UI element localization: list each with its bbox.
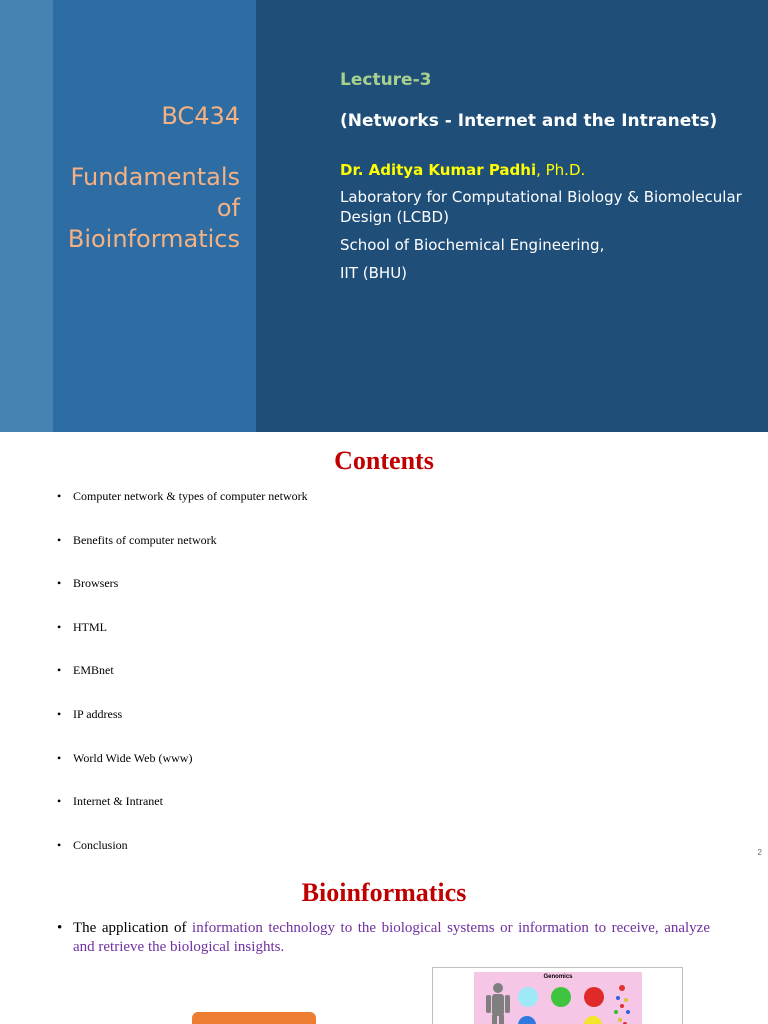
page-number: 2 [757,848,762,857]
affiliation-line-3: IIT (BHU) [340,264,408,282]
definition-text [59,919,710,957]
lung-cell-icon [551,987,571,1007]
list-item [57,706,308,750]
figure-label: Genomics [543,974,573,980]
list-item-text: Conclusion [73,837,128,852]
dotted-body-icon [608,982,636,1024]
bullet: • [57,576,62,591]
orange-label-box [192,1012,316,1024]
list-item-text: Internet & Intranet [73,794,163,809]
dna-cell-icon [518,987,538,1007]
blue-cell-icon [518,1016,536,1024]
lecture-info [340,68,760,291]
course-title-line-2: of [216,194,240,222]
contents-title: Contents [334,446,434,475]
list-item-text: World Wide Web (www) [73,750,193,765]
bullet: • [57,532,62,547]
bullet: • [57,489,62,503]
list-item [57,750,308,794]
list-item [57,488,308,532]
title-slide [0,0,768,432]
definition-paragraph [59,919,710,957]
bioinformatics-slide [0,864,768,1024]
bullet: • [57,750,62,765]
human-silhouette-icon [484,982,512,1024]
bullet: • [57,619,62,634]
bullet: • [57,663,62,678]
contents-slide [0,432,768,864]
left-panel [53,0,256,432]
list-item [57,793,308,837]
genomics-figure [432,967,683,1024]
affiliation [340,187,760,283]
left-accent-strip [0,0,53,432]
list-item [57,619,308,663]
text-before: The application of [73,920,193,936]
lecture-subtitle: (Networks - Internet and the Intranets) [340,111,718,131]
list-item-text: Browsers [73,576,119,591]
list-item-text: EMBnet [73,663,114,678]
bullet: • [57,837,62,852]
lecture-number: Lecture-3 [340,70,432,90]
list-item-text: Benefits of computer network [73,532,217,547]
author-degree: , Ph.D. [536,161,586,179]
list-item [57,575,308,619]
bullet: • [57,920,63,936]
course-code: BC434 [161,102,240,130]
bioinformatics-title: Bioinformatics [301,878,467,907]
protein-cell-icon [584,987,604,1007]
text-after: . [280,939,285,955]
list-item [57,532,308,576]
figure-panel [474,972,642,1024]
affiliation-line-1: Laboratory for Computational Biology & Biomolecular Design (LCBD) [340,188,742,226]
author [340,160,760,180]
text-highlight: information technology to the biological systems or information to receive, analyze and retrieve the biological insights [73,920,710,955]
author-name: Dr. Aditya Kumar Padhi [340,161,537,179]
course-title-line-3: Bioinformatics [67,225,240,253]
bullet: • [57,706,62,721]
course-block [68,100,240,255]
yellow-cell-icon [584,1016,602,1024]
list-item-text: Computer network & types of computer network [73,489,308,503]
course-title-line-1: Fundamentals [70,163,240,191]
contents-list [57,488,308,880]
list-item-text: HTML [73,619,107,634]
bullet: • [57,794,62,809]
list-item-text: IP address [73,706,123,721]
affiliation-line-2: School of Biochemical Engineering, [340,236,605,254]
list-item [57,662,308,706]
